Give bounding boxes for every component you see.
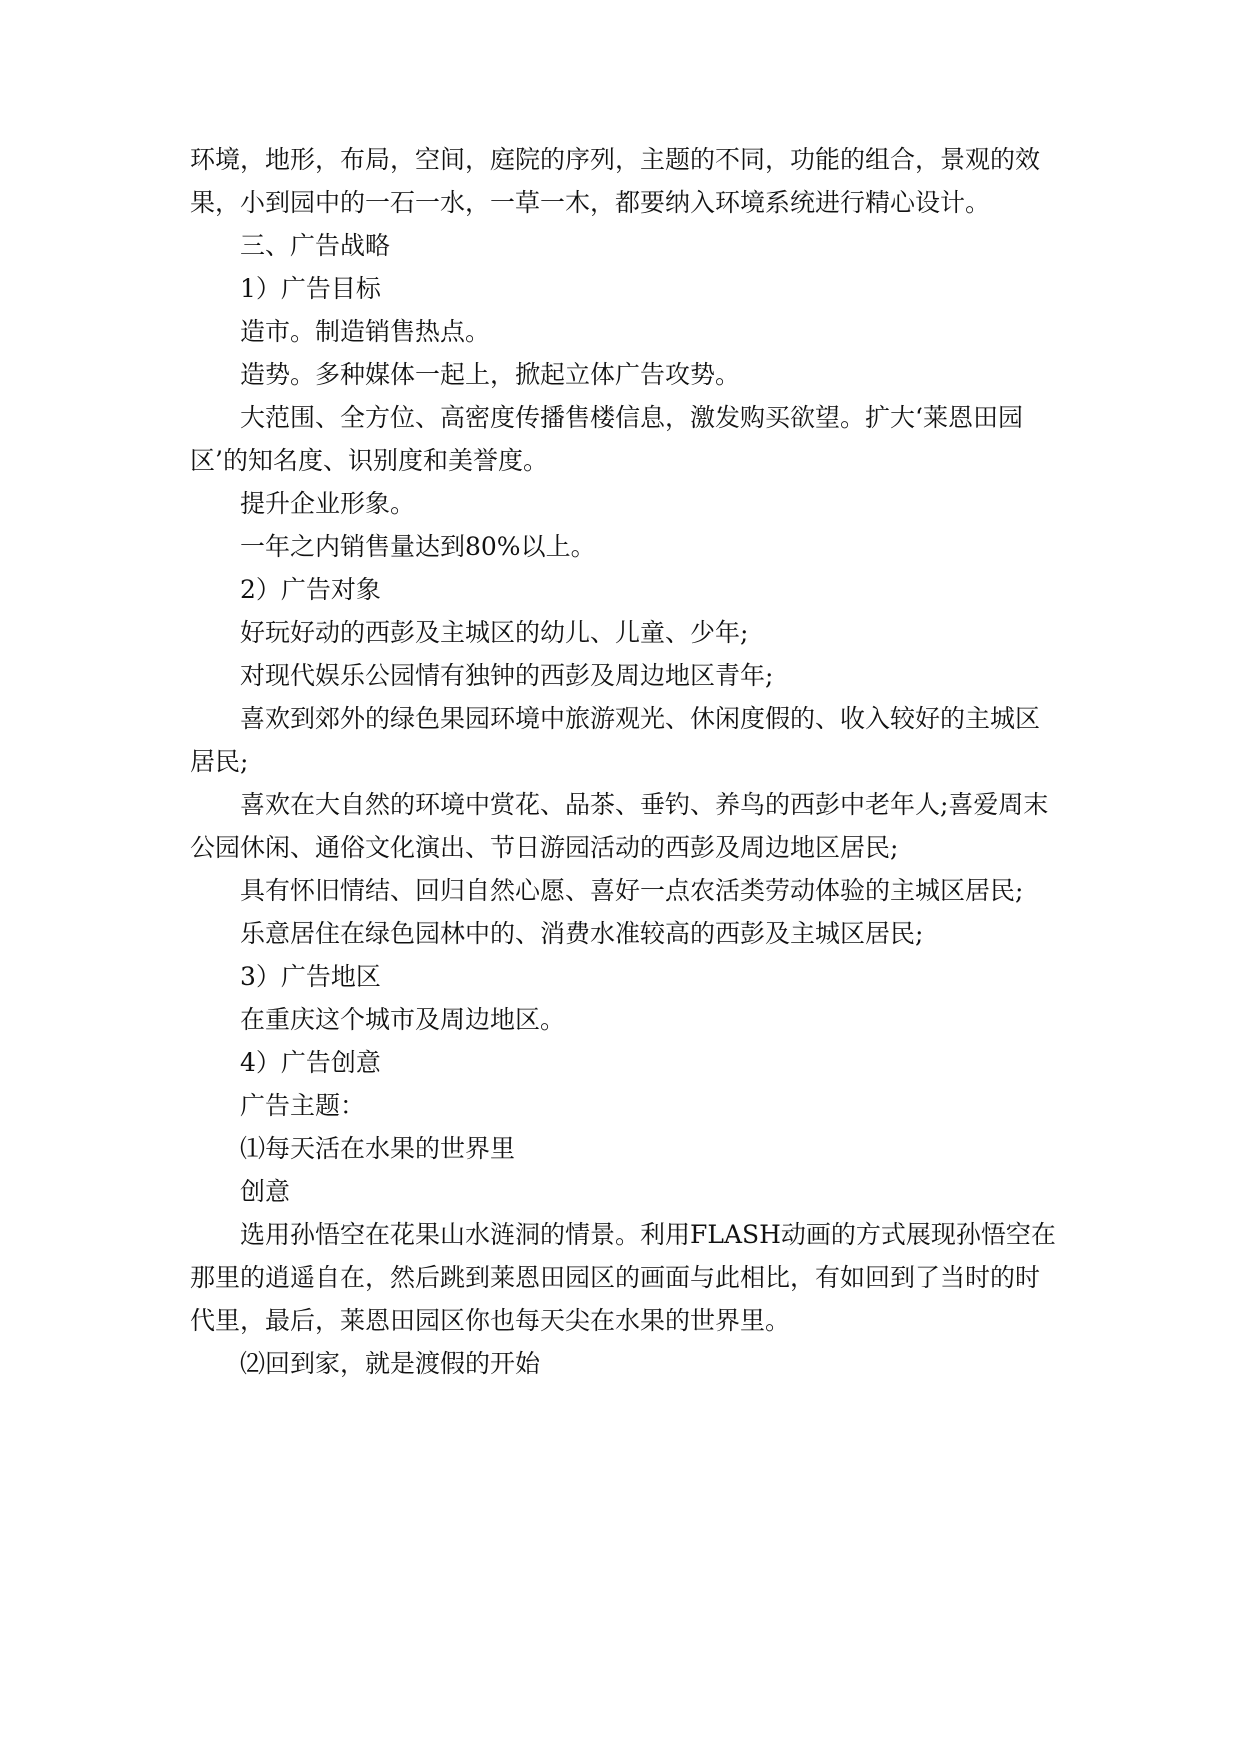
subsection-heading: 1）广告目标 (240, 274, 381, 303)
text-line: 对现代娱乐公园情有独钟的西彭及周边地区青年; (240, 661, 774, 690)
text-line: 公园休闲、通俗文化演出、节日游园活动的西彭及周边地区居民; (190, 833, 899, 862)
text-line: 乐意居住在绿色园林中的、消费水准较高的西彭及主城区居民; (240, 919, 924, 948)
text-line: 环境，地形，布局，空间，庭院的序列，主题的不同，功能的组合，景观的效 (190, 145, 1041, 174)
section-heading: 三、广告战略 (240, 231, 391, 260)
text-line: 具有怀旧情结、回归自然心愿、喜好一点农活类劳动体验的主城区居民; (240, 876, 1024, 905)
text-line: 一年之内销售量达到80%以上。 (240, 532, 596, 561)
text-line: 那里的逍遥自在，然后跳到莱恩田园区的画面与此相比，有如回到了当时的时 (190, 1263, 1041, 1292)
text-line: 代里，最后，莱恩田园区你也每天尖在水果的世界里。 (190, 1306, 791, 1335)
text-line: 喜欢到郊外的绿色果园环境中旅游观光、休闲度假的、收入较好的主城区 (240, 704, 1041, 733)
subsection-heading: 2）广告对象 (240, 575, 381, 604)
text-line: ⑴每天活在水果的世界里 (240, 1134, 516, 1163)
text-line: 创意 (240, 1177, 291, 1206)
text-line: 喜欢在大自然的环境中赏花、品茶、垂钓、养鸟的西彭中老年人;喜爱周末 (240, 790, 1049, 819)
text-line: 造势。多种媒体一起上，掀起立体广告攻势。 (240, 360, 741, 389)
text-line: 广告主题： (240, 1091, 366, 1120)
text-line: 区’的知名度、识别度和美誉度。 (190, 446, 548, 475)
text-line: 居民; (190, 747, 249, 776)
subsection-heading: 4）广告创意 (240, 1048, 381, 1077)
text-line: ⑵回到家，就是渡假的开始 (240, 1349, 541, 1378)
text-line: 选用孙悟空在花果山水涟洞的情景。利用FLASH动画的方式展现孙悟空在 (240, 1220, 1056, 1249)
text-line: 好玩好动的西彭及主城区的幼儿、儿童、少年; (240, 618, 749, 647)
text-line: 造市。制造销售热点。 (240, 317, 491, 346)
text-line: 大范围、全方位、高密度传播售楼信息，激发购买欲望。扩大‘莱恩田园 (240, 403, 1023, 432)
text-line: 提升企业形象。 (240, 489, 416, 518)
text-line: 果，小到园中的一石一水，一草一木，都要纳入环境系统进行精心设计。 (190, 188, 991, 217)
text-line: 在重庆这个城市及周边地区。 (240, 1005, 566, 1034)
subsection-heading: 3）广告地区 (240, 962, 381, 991)
